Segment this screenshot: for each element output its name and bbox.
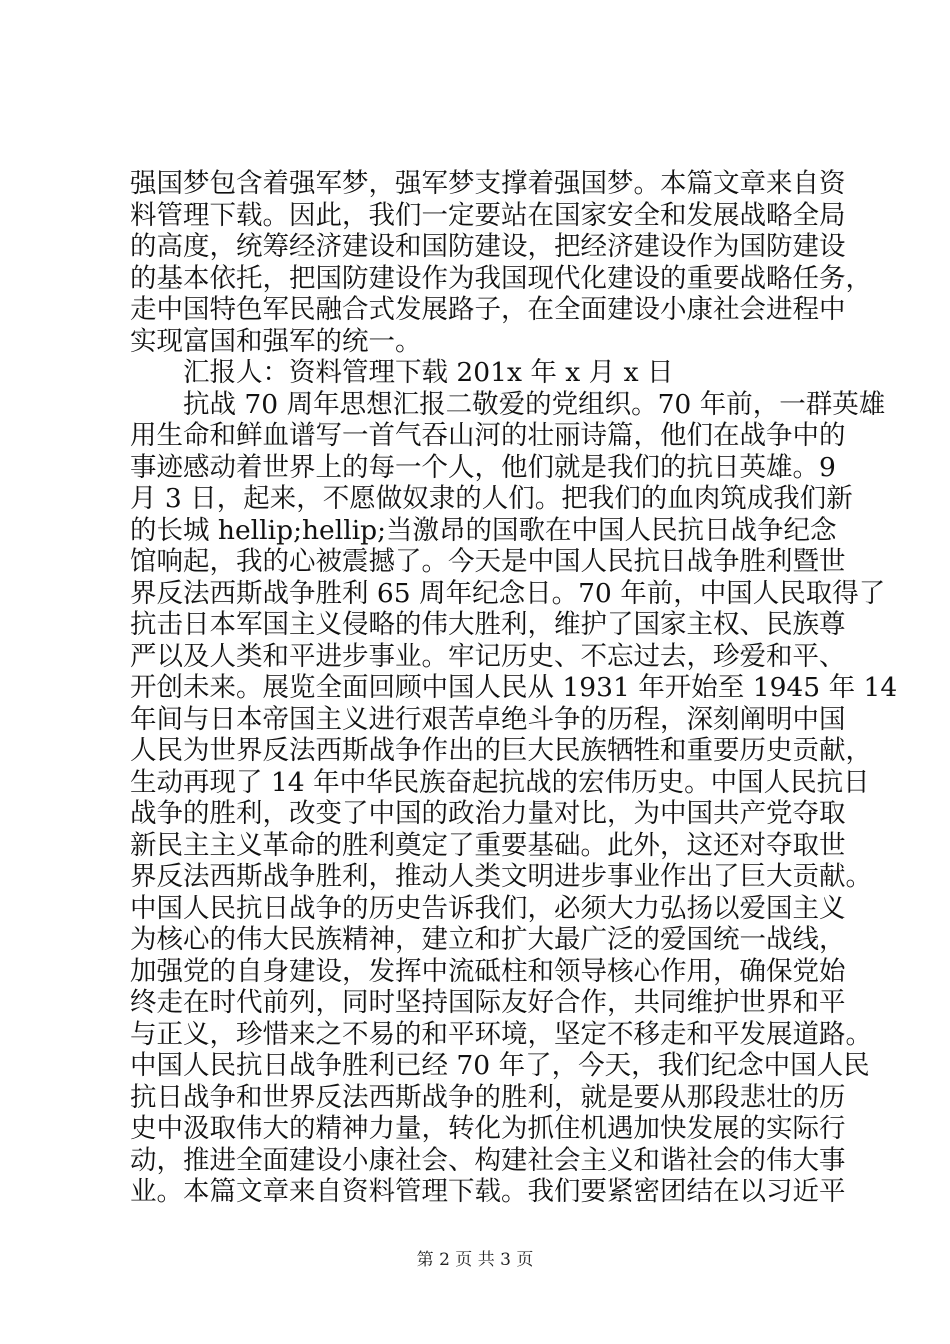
text-line: 实现富国和强军的统一。 bbox=[130, 325, 422, 357]
text-line: 与正义，珍惜来之不易的和平环境，坚定不移走和平发展道路。 bbox=[130, 1018, 872, 1050]
text-line: 年间与日本帝国主义进行艰苦卓绝斗争的历程，深刻阐明中国 bbox=[130, 703, 846, 735]
text-line: 战争的胜利，改变了中国的政治力量对比，为中国共产党夺取 bbox=[130, 798, 846, 829]
text-line: 料管理下载。因此，我们一定要站在国家安全和发展战略全局 bbox=[130, 199, 846, 231]
text-line: 界反法西斯战争胜利，推动人类文明进步事业作出了巨大贡献。 bbox=[130, 861, 872, 892]
text-line: 开创未来。展览全面回顾中国人民从 1931 年开始至 1945 年 14 bbox=[130, 672, 898, 703]
text-line: 史中汲取伟大的精神力量，转化为抓住机遇加快发展的实际行 bbox=[130, 1113, 846, 1144]
text-line: 馆响起，我的心被震撼了。今天是中国人民抗日战争胜利暨世 bbox=[130, 546, 846, 577]
page-footer: 第 2 页 共 3 页 bbox=[416, 1250, 534, 1270]
text-line: 生动再现了 14 年中华民族奋起抗战的宏伟历史。中国人民抗日 bbox=[130, 766, 870, 798]
text-line: 强国梦包含着强军梦，强军梦支撑着强国梦。本篇文章来自资 bbox=[130, 168, 846, 199]
text-line: 的基本依托，把国防建设作为我国现代化建设的重要战略任务， bbox=[130, 262, 872, 294]
text-line: 月 3 日，起来，不愿做奴隶的人们。把我们的血肉筑成我们新 bbox=[130, 483, 853, 514]
text-line: 的高度，统筹经济建设和国防建设，把经济建设作为国防建设 bbox=[130, 231, 846, 262]
document-body bbox=[130, 168, 898, 1208]
text-line: 人民为世界反法西斯战争作出的巨大民族牺牲和重要历史贡献， bbox=[130, 735, 872, 766]
text-line: 中国人民抗日战争胜利已经 70 年了，今天，我们纪念中国人民 bbox=[130, 1050, 870, 1081]
text-line: 汇报人：资料管理下载 201x 年 x 月 x 日 bbox=[183, 357, 674, 388]
text-line: 动，推进全面建设小康社会、构建社会主义和谐社会的伟大事 bbox=[130, 1144, 846, 1176]
text-line: 的长城 hellip;hellip;当激昂的国歌在中国人民抗日战争纪念 bbox=[130, 514, 837, 546]
text-line: 为核心的伟大民族精神，建立和扩大最广泛的爱国统一战线， bbox=[130, 924, 846, 955]
text-line: 抗日战争和世界反法西斯战争的胜利，就是要从那段悲壮的历 bbox=[130, 1081, 846, 1113]
text-line: 严以及人类和平进步事业。牢记历史、不忘过去，珍爱和平、 bbox=[130, 640, 846, 672]
text-line: 业。本篇文章来自资料管理下载。我们要紧密团结在以习近平 bbox=[130, 1176, 846, 1207]
text-line: 抗击日本军国主义侵略的伟大胜利，维护了国家主权、民族尊 bbox=[130, 609, 846, 640]
text-line: 加强党的自身建设，发挥中流砥柱和领导核心作用，确保党始 bbox=[130, 955, 846, 987]
text-line: 中国人民抗日战争的历史告诉我们，必须大力弘扬以爱国主义 bbox=[130, 892, 846, 924]
text-line: 走中国特色军民融合式发展路子，在全面建设小康社会进程中 bbox=[130, 294, 846, 325]
text-line: 新民主主义革命的胜利奠定了重要基础。此外，这还对夺取世 bbox=[130, 829, 846, 861]
text-line: 终走在时代前列，同时坚持国际友好合作，共同维护世界和平 bbox=[130, 987, 846, 1018]
text-line: 事迹感动着世界上的每一个人，他们就是我们的抗日英雄。9 bbox=[130, 451, 836, 483]
text-line: 用生命和鲜血谱写一首气吞山河的壮丽诗篇，他们在战争中的 bbox=[130, 420, 846, 451]
text-line: 抗战 70 周年思想汇报二敬爱的党组织。70 年前，一群英雄 bbox=[183, 388, 886, 420]
text-line: 界反法西斯战争胜利 65 周年纪念日。70 年前，中国人民取得了 bbox=[130, 577, 886, 609]
